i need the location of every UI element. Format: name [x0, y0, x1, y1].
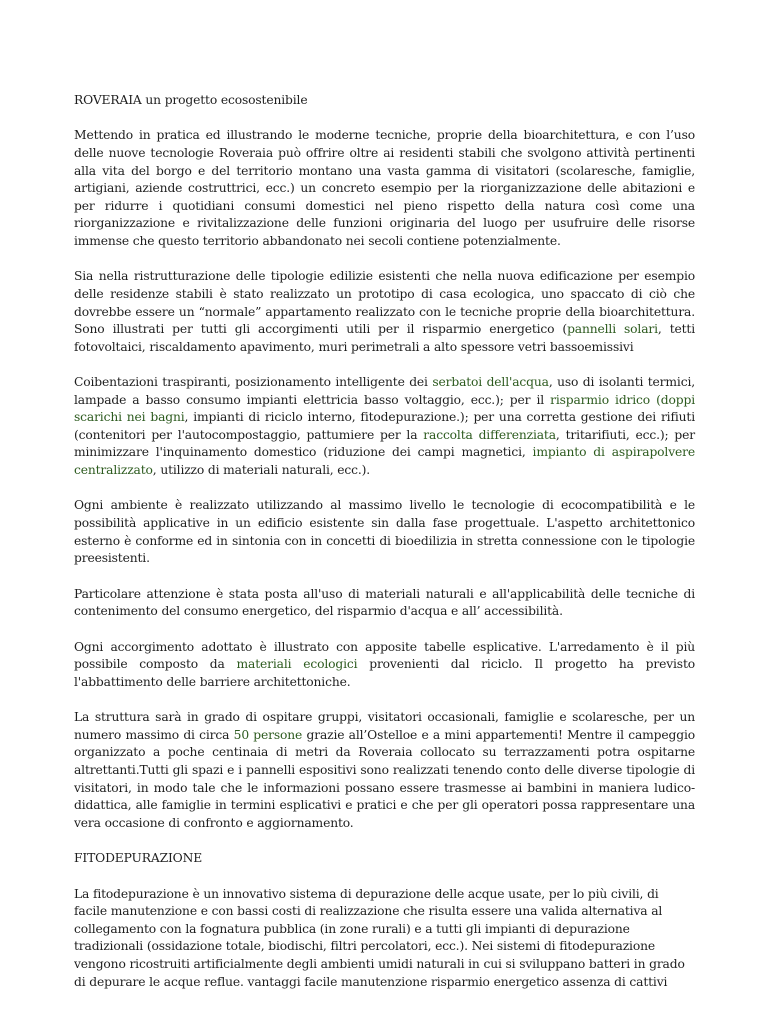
document-body: [74, 92, 695, 1026]
paragraph-materiali: Particolare attenzione è stata posta all'uso di materiali naturali e all'applicabilità delle tecniche di contenimento del consumo energetico, del risparmio d'acqua e all’ accessibilità.: [74, 586, 695, 619]
paragraph-intro: Mettendo in pratica ed illustrando le moderne tecniche, proprie della bioarchitettura, e con l’uso delle nuove tecnologie Roveraia può offrire oltre ai residenti stabili che svolgono attività pertinenti alla vita del borgo e del territorio montano una vasta gamma di visitatori (scolaresche, famiglie, artigiani, aziende costruttrici, ecc.) un concreto esempio per la riorganizzazione delle abitazioni e per ridurre i quotidiani consumi domestici nel pieno rispetto della natura così come una riorganizzazione e rivitalizzazione delle funzioni originaria del luogo per usufruire delle risorse immense che questo territorio abbandonato nei secoli contiene potenzialmente.: [74, 128, 695, 248]
paragraph-accorgimento: [74, 639, 695, 692]
document-title: ROVERAIA un progetto ecosostenibile: [74, 93, 308, 107]
paragraph-text: , tetti fotovoltaici, riscaldamento apavimento, muri perimetrali a alto spessore vetri bassoemissivi: [74, 322, 695, 354]
link-risparmio-idrico[interactable]: risparmio idrico (doppi scarichi nei bagni: [74, 392, 695, 425]
paragraph-text: provenienti dal riciclo. Il progetto ha previsto l'abbattimento delle barriere architettoniche.: [74, 657, 695, 689]
paragraph-text: , impianti di riciclo interno, fitodepurazione.); per una corretta gestione dei rifiuti (contenitori per l'autocompostaggio, pattumiere per la: [74, 410, 695, 442]
paragraph-ambiente: Ogni ambiente è realizzato utilizzando al massimo livello le tecnologie di ecocompatibilità e le possibilità applicative in un edificio esistente sin dalla fase progettuale. L'aspetto architettonico esterno è conforme ed in sintonia con in concetti di bioedilizia in stretta connessione con le tipologie preesistenti.: [74, 498, 695, 566]
paragraph-struttura: [74, 709, 695, 832]
paragraph-text: , tritarifiuti, ecc.); per minimizzare l'inquinamento domestico (riduzione dei campi magnetici,: [74, 427, 696, 460]
link-aspirapolvere-centralizzato[interactable]: impianto di aspirapolvere centralizzato: [74, 445, 695, 478]
paragraph-text: La struttura sarà in grado di ospitare gruppi, visitatori occasionali, famiglie e scolaresche, per un numero massimo di circa: [74, 710, 695, 742]
link-serbatoi-acqua[interactable]: serbatoi dell'acqua: [432, 375, 549, 390]
paragraph-fitodepurazione-wrapper: [74, 886, 695, 1026]
link-materiali-ecologici[interactable]: materiali ecologici: [236, 657, 358, 672]
paragraph-text: grazie all’Ostelloe e a mini appartementi! Mentre il campeggio organizzato a poche centinaia di metri da Roveraia collocato su terrazzamenti potra ospitarne altrettanti.Tutti gli spazi e i pannelli espositivi sono realizzati tenendo conto delle diverse tipologie di visitatori, in modo tale che le informazioni possano essere trasmesse ai bambini in maniera ludico-didattica, alle famiglie in termini esplicativi e pratici e che per gli operatori possa rappresentare una vera occasione di confronto e aggiornamento.: [74, 727, 695, 830]
section-heading-fitodepurazione: FITODEPURAZIONE: [74, 851, 203, 866]
paragraph-prototype: [74, 268, 695, 356]
paragraph-coibentazioni: [74, 374, 695, 480]
paragraph-text: Ogni accorgimento adottato è illustrato con apposite tabelle esplicative. L'arredamento è il più possibile composto da: [74, 639, 695, 672]
link-raccolta-differenziata[interactable]: raccolta differenziata: [423, 427, 556, 442]
link-pannelli-solari[interactable]: pannelli solari: [567, 322, 658, 337]
link-50-persone[interactable]: 50 persone: [233, 727, 303, 742]
paragraph-text: Coibentazioni traspiranti, posizionamento intelligente dei: [74, 375, 433, 390]
paragraph-text: , utilizzo di materiali naturali, ecc.).: [152, 463, 371, 478]
paragraph-fitodepurazione: La fitodepurazione è un innovativo sistema di depurazione delle acque usate, per lo più civili, di facile manutenzione e con bassi costi di realizzazione che risulta essere una valida alternativa al collegamento con la fognatura pubblica (in zone rurali) e a tutti gli impianti di depurazione tradizionali (ossidazione totale, biodischi, filtri percolatori, ecc.). Nei sistemi di fitodepurazione vengono ricostruiti artificialmente degli ambienti umidi naturali in cui si sviluppano batteri in grado di depurare le acque reflue. vantaggi facile manutenzione risparmio energetico assenza di cattivi: [74, 886, 685, 989]
paragraph-text: Sia nella ristrutturazione delle tipologie edilizie esistenti che nella nuova edificazione per esempio delle residenze stabili è stato realizzato un prototipo di casa ecologica, uno spaccato di ciò che dovrebbe essere un “normale” appartamento realizzato con le tecniche proprie della bioarchitettura. Sono illustrati per tutti gli accorgimenti utili per il risparmio energetico (: [74, 269, 695, 337]
paragraph-text: , uso di isolanti termici, lampade a basso consumo impianti elettricia basso voltaggio, ecc.); per il: [74, 375, 695, 407]
